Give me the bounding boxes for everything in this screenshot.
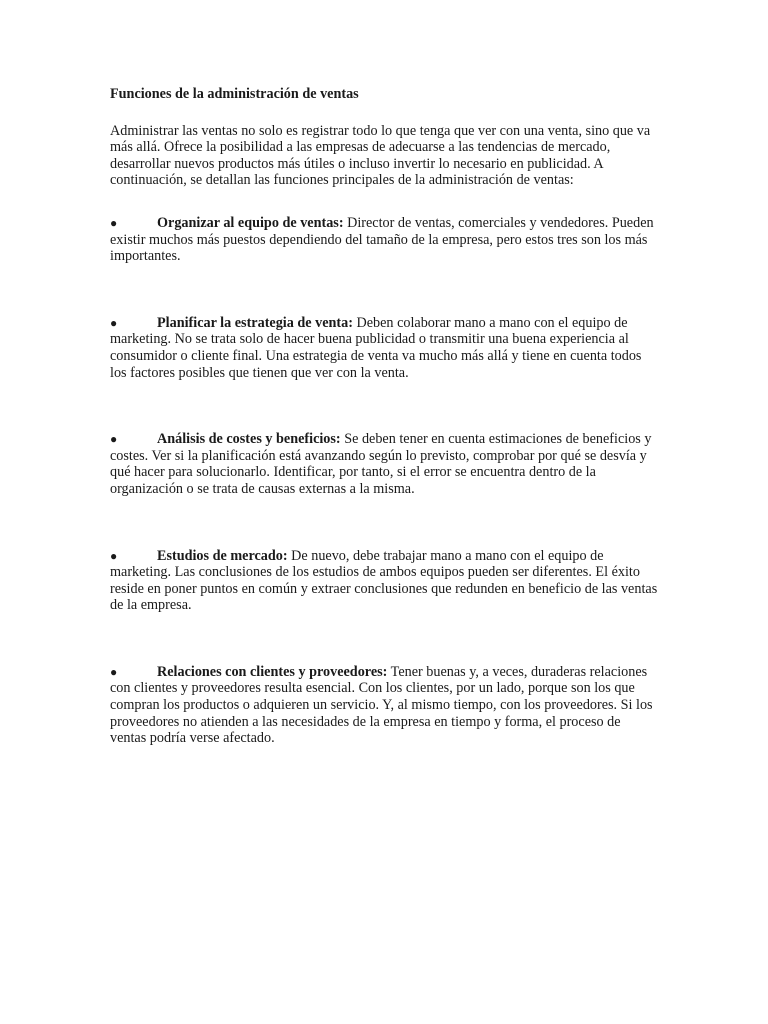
bullet-icon: ● <box>110 432 118 447</box>
item-text: Tener buenas y, a veces, duraderas relaciones con clientes y proveedores resulta esencial. Con los clientes, por un lado, porque son los que compran los productos o adquieren un servicio. Y, al mismo tiempo, con los proveedores. Si los proveedores no atienden a las necesidades de la empresa en tiempo y forma, el proceso de ventas podría verse afectado. <box>110 663 653 747</box>
bullet-icon: ● <box>110 215 118 230</box>
item-text: Deben colaborar mano a mano con el equipo de marketing. No se trata solo de hacer buena publicidad o transmitir una buena experiencia al consumidor o cliente final. Una estrategia de venta va mucho más allá y tiene en cuenta todos los factores posibles que tienen que ver con la venta. <box>110 314 642 381</box>
list-item-organizar <box>110 215 658 265</box>
item-heading: Estudios de mercado: <box>157 547 288 564</box>
document-title: Funciones de la administración de ventas <box>110 86 359 102</box>
item-text: Se deben tener en cuenta estimaciones de beneficios y costes. Ver si la planificación está avanzando según lo previsto, comprobar por qué se desvía y qué hacer para solucionarlo. Identificar, por tanto, si el error se encuentra dentro de la organización o se trata de causas externas a la misma. <box>110 431 652 497</box>
bullet-icon: ● <box>110 664 118 679</box>
list-item-planificar <box>110 315 658 381</box>
intro-paragraph: Administrar las ventas no solo es registrar todo lo que tenga que ver con una venta, sino que va más allá. Ofrece la posibilidad a las empresas de adecuarse a las tendencias de mercado, desarrollar nuevos productos más útiles o incluso invertir lo necesario en publicidad. A continuación, se detallan las funciones principales de la administración de ventas: <box>110 122 651 189</box>
list-item-estudios <box>110 548 658 614</box>
item-text: Director de ventas, comerciales y vendedores. Pueden existir muchos más puestos dependiendo del tamaño de la empresa, pero estos tres son los más importantes. <box>110 214 654 265</box>
item-heading: Planificar la estrategia de venta: <box>157 314 353 331</box>
document-page <box>110 86 658 747</box>
list-item-analisis <box>110 431 658 497</box>
item-heading: Organizar al equipo de ventas: <box>157 214 344 231</box>
item-heading: Relaciones con clientes y proveedores: <box>157 663 388 680</box>
list-item-relaciones <box>110 664 658 747</box>
item-heading: Análisis de costes y beneficios: <box>157 431 341 448</box>
bullet-icon: ● <box>110 548 118 563</box>
item-text: De nuevo, debe trabajar mano a mano con el equipo de marketing. Las conclusiones de los estudios de ambos equipos pueden ser diferentes. El éxito reside en poner puntos en común y extraer conclusiones que redunden en beneficio de las ventas de la empresa. <box>110 547 658 614</box>
bullet-icon: ● <box>110 315 118 330</box>
